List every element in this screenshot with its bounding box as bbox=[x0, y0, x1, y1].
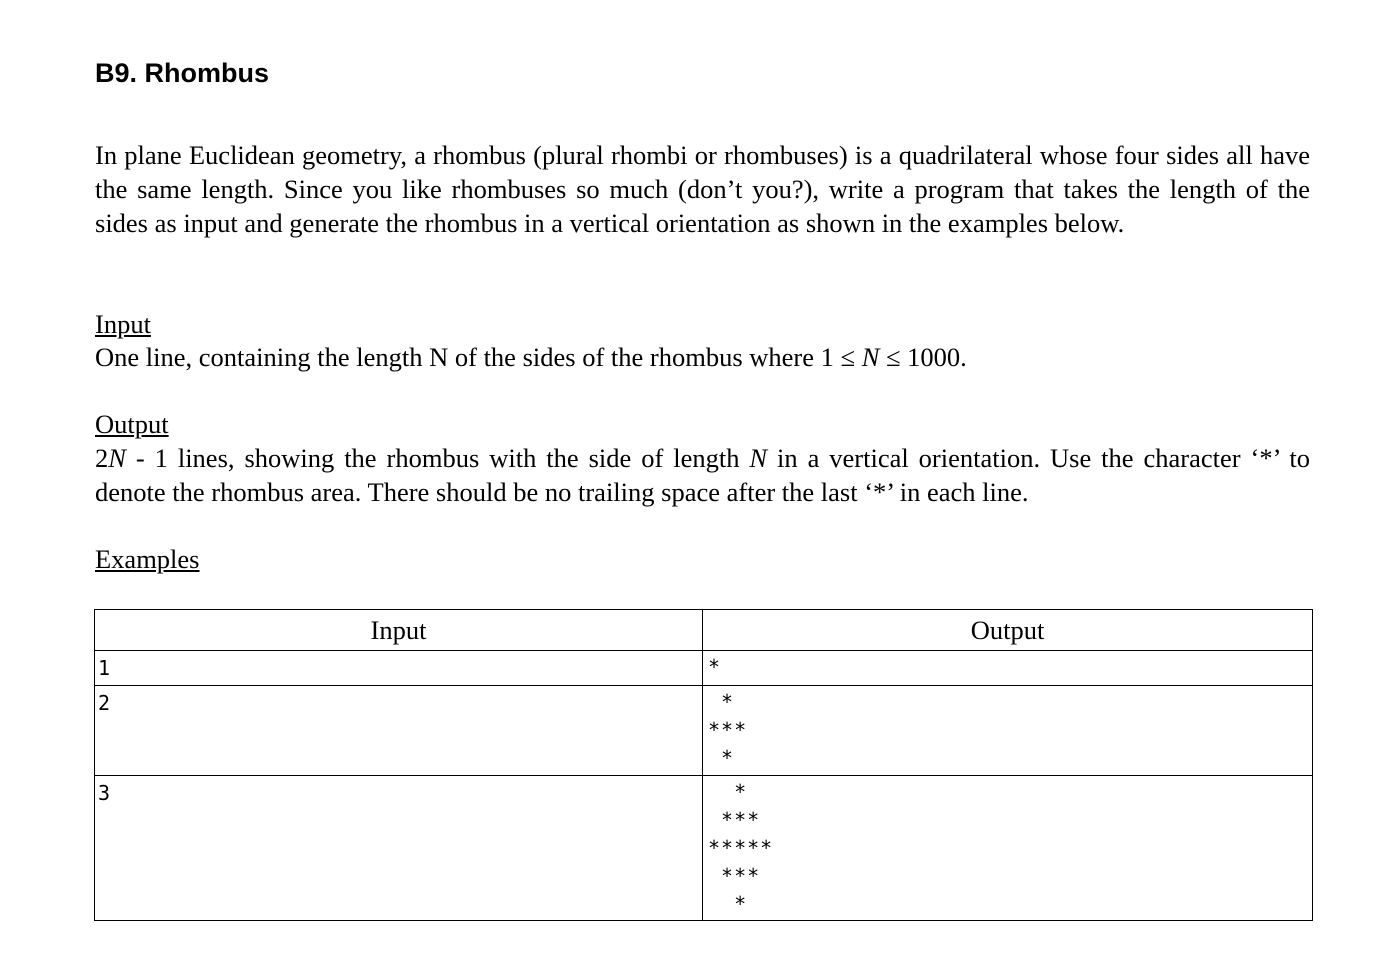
example-output: * *** ***** *** * bbox=[708, 780, 774, 916]
output-cell bbox=[703, 686, 1313, 776]
input-heading: Input bbox=[95, 309, 151, 339]
table-row bbox=[95, 686, 1313, 776]
example-output: * bbox=[708, 655, 722, 679]
output-variable-2: N bbox=[749, 443, 768, 473]
examples-table bbox=[94, 609, 1313, 921]
output-text-3: in a vertical orientation. Use the character ‘*’ to denote the rhombus area. There should be no trailing space after the last ‘*’ in each line. bbox=[95, 443, 1310, 507]
input-description bbox=[95, 341, 1310, 375]
example-input: 2 bbox=[98, 691, 111, 715]
input-variable: N bbox=[861, 342, 880, 372]
example-input: 1 bbox=[98, 656, 111, 680]
input-text-after: ≤ 1000. bbox=[879, 342, 967, 372]
header-input: Input bbox=[95, 610, 703, 651]
output-cell bbox=[703, 651, 1313, 686]
table-row bbox=[95, 776, 1313, 921]
output-text-2: - 1 lines, showing the rhombus with the side of length bbox=[125, 443, 750, 473]
output-heading: Output bbox=[95, 409, 169, 439]
example-input: 3 bbox=[98, 781, 111, 805]
page-title: B9. Rhombus bbox=[95, 58, 270, 88]
example-output: * *** * bbox=[708, 690, 748, 770]
input-text-before: One line, containing the length N of the sides of the rhombus where 1 ≤ bbox=[95, 342, 862, 372]
header-output: Output bbox=[703, 610, 1313, 651]
output-description bbox=[95, 442, 1310, 510]
output-text-1: 2 bbox=[95, 443, 109, 473]
table-row bbox=[95, 651, 1313, 686]
examples-heading: Examples bbox=[95, 544, 200, 574]
table-header-row bbox=[95, 610, 1313, 651]
input-cell bbox=[95, 686, 703, 776]
output-cell bbox=[703, 776, 1313, 921]
intro-paragraph: In plane Euclidean geometry, a rhombus (plural rhombi or rhombuses) is a quadrilateral whose four sides all have the same length. Since you like rhombuses so much (don’t you?), write a program that takes the length of the sides as input and generate the rhombus in a vertical orientation as shown in the examples below. bbox=[95, 140, 1310, 238]
output-variable-1: N bbox=[108, 443, 126, 473]
input-cell bbox=[95, 651, 703, 686]
input-cell bbox=[95, 776, 703, 921]
